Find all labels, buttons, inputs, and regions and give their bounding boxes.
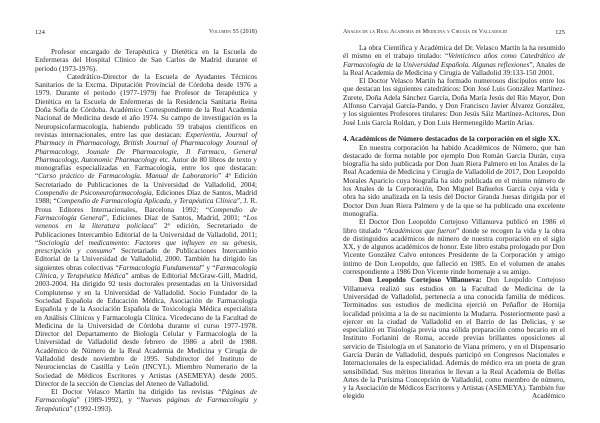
text-segment: ” donde se recogen la vida y la obra de distinguidos académicos de número de nuestra corporación en el siglo XX, y de algunos académicos de honor. Este libro estaba prologado por Don Vicente González Calvo entonces Presidente de la Corporación y amigo íntimo de Don Leopoldo, que falleció en 1985. En el volumen de anales correspondiente a 1986 Don Vicente rinde homenaje a su amigo. — [343, 226, 566, 277]
paragraph — [343, 44, 565, 77]
paragraph — [343, 144, 565, 219]
paragraph — [35, 48, 257, 73]
right-page — [300, 0, 600, 423]
italic-text: Compendio de Psiconeurofarmacología — [35, 189, 152, 198]
italic-text: Compendio de Farmacología Aplicada, y Terapéutica Clínica — [56, 197, 237, 206]
text-segment: ” Secretariado de Publicaciones Intercambio Editorial de la Universidad de Valladolid, 2000. También ha dirigido las siguientes obras colectivas “ — [35, 247, 257, 272]
page-number: 125 — [555, 29, 565, 36]
text-segment: ” ambas de Editorial McGraw-Gill, Madrid, 2003-2004. Ha dirigido 92 tesis doctorales presentadas en la Universidad Complutense y en la Universidad de Valladolid. Socio Fundador de la Sociedad Española de Educación Médica, Asociación de Farmacología Española y de la Asociación Española de Toxicología Médica especialista en Análisis Clínicos y Farmacología Clínica. Vicedecano de la Facultad de Medicina de la Universidad de Córdoba durante el curso 1977-1978. Director del Departamento de Biología Celular y Farmacología de la Universidad de Valladolid desde febrero de 1986 a abril de 1988. Académico de Número de la Real Academia de Medicina y Cirugía de Valladolid desde noviembre de 1995. Subdirector del Instituto de Neurociencias de Castilla y León (INCYL). Miembro Numerario de la Sociedad de Médicos Escritores y Artistas (ASEMEYA) desde 2005. Director de la sección de Ciencias del Ateneo de Valladolid. — [35, 272, 257, 388]
text-segment: El Doctor Don Leopoldo Cortejoso Villanueva publicó en 1986 el libro titulado “ — [343, 218, 565, 235]
italic-text: Nuevas páginas de Farmacología y Terapéutica — [35, 396, 257, 413]
section-heading — [343, 135, 565, 143]
italic-text: Veinticinco años como Catedrático de Farmacología de la Universidad Española. Algunas reflexiones — [343, 52, 565, 69]
text-segment: ” 2ª edición, Secretariado de Publicaciones Intercambio Editorial de la Universidad de Valladolid, 2011; “ — [35, 222, 257, 247]
italic-text: Farmacología Fundamental — [118, 263, 201, 272]
paragraph — [343, 218, 565, 276]
text-segment: Profesor encargado de Terapéutica y Dietética en la Escuela de Enfermeras del Hospital Clínico de San Carlos de Madrid durante el periodo (1973-1976). — [35, 48, 257, 73]
italic-text: Farmacología Clínica, y Terapéutica Médica — [35, 263, 257, 281]
text-segment: ” 4ª Edición Secretariado de Publicaciones de la Universidad de Valladolid, 2004; — [35, 172, 257, 189]
text-segment: Catedrático-Director de la Escuela de Ayudantes Técnicos Sanitarios de la Excma. Diputación Provincial de Córdoba desde 1976 a 1979. Durante el periodo (1977-1979) fue Profesor de Terapéutica y Dietética en la Escuela de Enfermeras de la Residencia Sanitaria Reina Doña Sofía de Córdoba. Académico Correspondiente de la Real Academia Nacional de Medicina desde el año 1974. Su campo de investigación es la Neuropsicofarmacología, habiendo publicado 59 trabajos científicos en revistas internacionales, entre las que destacan: — [35, 72, 257, 139]
paragraph — [35, 388, 257, 413]
text-segment: El Doctor Velasco Martín ha formado numerosos discípulos entre los que destacan los siguientes catedráticos: Don José Luis González Martínez-Zurete, Doña Adela Sánchez García, Doña María Jesús del Río Mayor, Don Alfonso Carvajal García-Pando, y Don Francisco Javier Álvarez González, y los siguientes Profesores titulares: Don Jesús Sáiz Martínez-Acitores, Don José Luis García Roldan, y Don Luis Hermenegildo Martín Arias. — [343, 77, 565, 127]
page-number: 124 — [35, 29, 45, 36]
italic-text: Curso práctico de Farmacología. Manual de Laboratorio — [38, 172, 218, 181]
text-segment: , Ediciones Díaz de Santos, Madrid 1988; “ — [35, 189, 258, 206]
text-segment: ” y “ — [200, 263, 216, 272]
italic-text: Académicos que fueron — [386, 226, 457, 235]
text-segment: ”, J. R. Prous Editores Internacionales, Barcelona 1992; “ — [35, 197, 258, 214]
italic-text: Sociología del medicamento: Factores que influyen en su génesis, prescripción y consumo — [35, 238, 257, 256]
bold-text: Don Leopoldo Cortejoso Villanueva: — [359, 276, 482, 285]
text-segment: ”, Anales de la Real Academia de Medicina y Cirugía de Valladolid 39:133-150 2001. — [343, 60, 565, 77]
page-body — [35, 48, 257, 413]
text-segment: ” (1989-1992), y “ — [76, 396, 141, 405]
running-header: Volumen 55 (2018) — [208, 29, 257, 35]
paragraph — [343, 276, 565, 400]
italic-text: Compendio de Farmacología General — [35, 205, 257, 222]
page-header — [343, 29, 565, 36]
paragraph — [35, 73, 257, 388]
text-segment: El Doctor Velasco Martín ha dirigido las revistas “ — [51, 388, 222, 397]
page-header — [35, 29, 257, 36]
running-header: Anales de la Real Academia de Medicina y Cirugía de Valladolid — [343, 29, 508, 35]
paragraph — [343, 77, 565, 127]
text-segment: 4. Académicos de Número destacados de la corporación en el siglo XX. — [343, 135, 561, 144]
text-segment: etc. Autor de 80 libros de texto y monografías especializadas en Farmacología, entre los que destacan: “ — [35, 155, 257, 181]
italic-text: Los venenos en la literatura policíaca — [35, 213, 257, 231]
text-segment: ”, Ediciones Díaz de Santos, Madrid, 2001; “ — [103, 213, 247, 222]
text-segment: ” (1992-1993). — [69, 404, 113, 413]
text-segment: Don Leopoldo Cortejoso Villanueva realizó sus estudios en la Facultad de Medicina de la Universidad de Valladolid, pertenecía a una conocida familia de médicos. Terminados sus estudios de medicina ejerció en Peñaflor de Hornija localidad próxima a la de su nacimiento la Mudarra. Posteriormente pasó a ejercer en la ciudad de Valladolid en el Barrio de las Delicias, y se especializó en Tisiología previa una sólida preparación como becario en el Instituto Forlanini de Roma, accede previas brillantes oposiciones al servicio de Tisiología en el Sanatorio de Viana primero, y en el Dispensario García Durán de Valladolid, después participó en Congresos Nacionales e Internacionales de la especialidad. Además de médico era un poeta de gran sensibilidad. Sus méritos literarios le llevan a la Real Academia de Bellas Artes de la Purísima Concepción de Valladolid, como miembro de número, y la Asociación de Médicos Escritores y Artistas (ASEMEYA). También fue elegido Académico — [343, 276, 566, 401]
text-segment: La obra Científica y Académica del Dr. Velasco Martín la ha resumido él mismo en el trabajo titulado: “ — [343, 44, 565, 61]
italic-text: Páginas de Farmacología — [35, 388, 257, 405]
text-segment: En nuestra corporación ha habido Académicos de Número, que han destacado de forma notable por ejemplo Don Román García Durán, cuya biografía ha sido publicada por Don Juan Riera Palmero en los Anales de la Real Academia de Medicina y Cirugía de Valladolid de 2017, Don Leopoldo Morales Aparicio cuya biografía ha sido publicada en el mismo número de los Anales de la Corporación, Don Miguel Bañuelos García cuya vida y obra ha sido analizada en la tesis del Doctor Granda Juesas dirigida por el Doctor Don Juan Riera Palmero y de la que se ha publicado una excelente monografía. — [343, 143, 565, 218]
page-body — [343, 44, 565, 401]
italic-text: Experientia, Journal of Pharmacy in Pharmacology, British Journal of Pharmacology Journal of Pharmacology, Jounale De Pharmacologie, Il Farmaco, General Pharmacology, Autonomic Pharmacology — [35, 130, 258, 164]
